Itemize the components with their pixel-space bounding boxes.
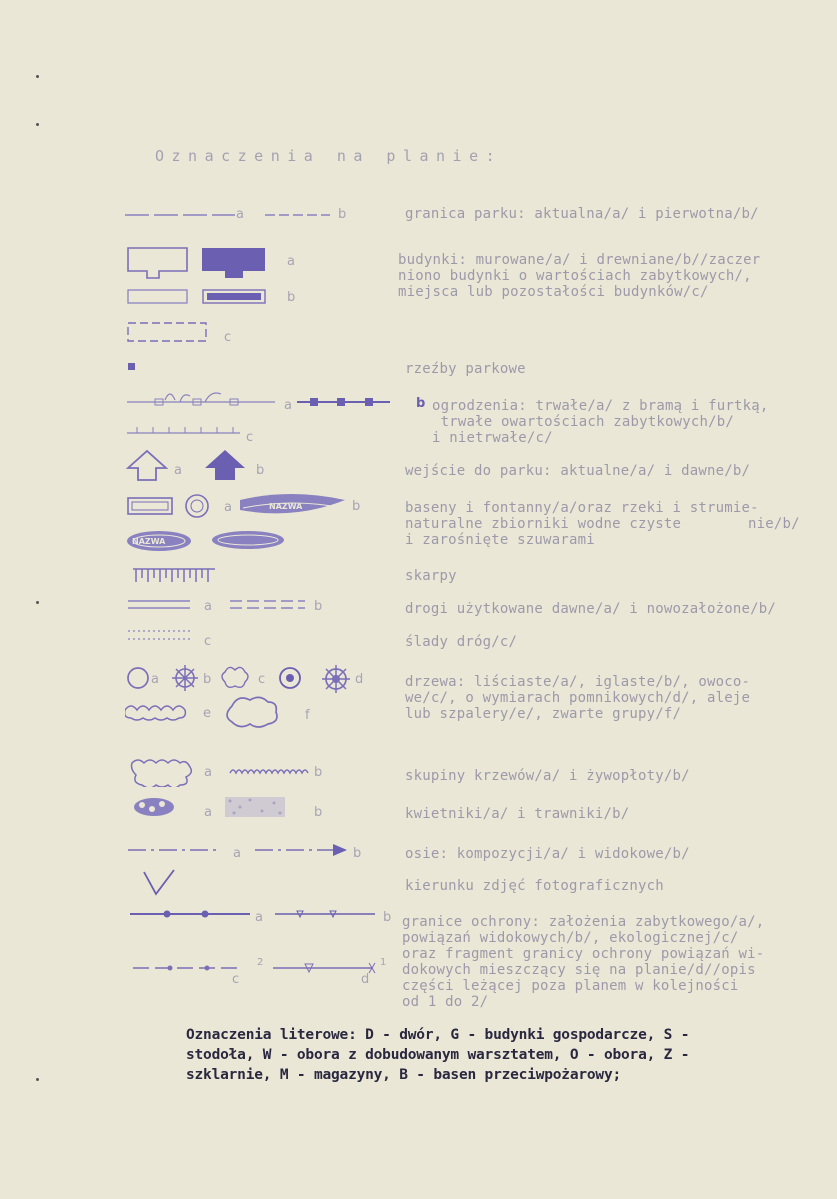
legend-text-park-boundary: granica parku: aktualna/a/ i pierwotna/b/: [405, 206, 759, 222]
label-a: a: [287, 254, 295, 269]
label-b: b: [314, 805, 323, 820]
letter-designations-note: Oznaczenia literowe: D - dwór, G - budynki gospodarcze, S - stodoła, W - obora z dobudowanym warsztatem, O - obora, Z - szklarnie, M - magazyny, B - basen przeciwpożarowy;: [186, 1027, 690, 1083]
entrance-symbol: [125, 448, 255, 484]
legend-text-protection: granice ochrony: założenia zabytkowego/a/, powiązań widokowych/b/, ekologicznej/c/ oraz fragment granicy ochrony powiązań wi- dokowych mieszczący się na planie/d//opis części leżącej poza planem w kolejności od 1 do 2/: [402, 914, 765, 1010]
legend-text-buildings: budynki: murowane/a/ i drewniane/b//zaczer niono budynki o wartościach zabytkowych/, miejsca lub pozostałości budynków/c/: [398, 252, 761, 300]
label-d: d: [361, 972, 370, 987]
legend-text-sculptures: rzeźby parkowe: [405, 361, 526, 377]
label-b: b: [353, 846, 362, 861]
name-tag: NAZWA: [132, 537, 166, 546]
label-b: b: [338, 207, 347, 222]
legend-text-fences: ogrodzenia: trwałe/a/ z bramą i furtką, trwałe owartościach zabytkowych/b/ i nietrwałe/c/: [432, 398, 769, 446]
label-b: b: [383, 910, 392, 925]
fence-symbol: [125, 388, 420, 444]
label-c: c: [258, 672, 266, 687]
sculpture-symbol: [125, 360, 139, 374]
legend-text-flowerbeds: kwietniki/a/ i trawniki/b/: [405, 806, 630, 822]
mark-2: 2: [257, 957, 264, 968]
label-c: c: [224, 330, 232, 345]
mark-1: 1: [380, 957, 387, 968]
photo-direction-symbol: [140, 868, 180, 898]
label-a: a: [151, 672, 159, 687]
roads-symbol: [125, 595, 325, 615]
label-b: b: [416, 396, 426, 411]
label-c: c: [246, 430, 254, 445]
label-f: f: [305, 708, 310, 723]
legend-text-roads: drogi użytkowane dawne/a/ i nowozałożone/b/: [405, 601, 777, 617]
label-b: b: [287, 290, 296, 305]
legend-text-road-traces: ślady dróg/c/: [405, 634, 518, 650]
flowerbeds-lawns-symbol: [130, 795, 300, 821]
legend-text-axes: osie: kompozycji/a/ i widokowe/b/: [405, 846, 690, 862]
label-a: a: [204, 805, 212, 820]
legend-text-pools-cont: nie/b/: [748, 516, 800, 532]
label-a: a: [204, 599, 212, 614]
label-b: b: [314, 599, 323, 614]
shrubs-symbol: [128, 757, 328, 787]
road-traces-symbol: [125, 625, 205, 645]
margin-dot: [36, 1078, 39, 1081]
label-a: a: [233, 846, 241, 861]
label-b: b: [203, 672, 212, 687]
label-b: b: [352, 499, 361, 514]
margin-dot: [36, 75, 39, 78]
legend-title: Oznaczenia na planie:: [155, 147, 503, 165]
monumental-tree-symbol: [320, 663, 354, 697]
label-a: a: [224, 500, 232, 515]
label-c: c: [232, 972, 240, 987]
margin-dot: [36, 123, 39, 126]
legend-text-pools: baseny i fontanny/a/oraz rzeki i strumie- naturalne zbiorniki wodne czyste i zarośnięte szuwarami: [405, 500, 759, 548]
legend-text-trees: drzewa: liściaste/a/, iglaste/b/, owoco- we/c/, o wymiarach pomnikowych/d/, aleje lub szpalery/e/, zwarte grupy/f/: [405, 674, 751, 722]
name-tag: NAZWA: [269, 502, 303, 511]
escarpment-symbol: [130, 564, 220, 586]
label-b: b: [314, 765, 323, 780]
label-e: e: [203, 706, 211, 721]
buildings-symbol: [125, 245, 275, 345]
label-a: a: [255, 910, 263, 925]
legend-text-entrances: wejście do parku: aktualne/a/ i dawne/b/: [405, 463, 751, 479]
label-b: b: [256, 463, 265, 478]
label-a: a: [284, 398, 292, 413]
label-a: a: [204, 765, 212, 780]
legend-text-photo-direction: kierunku zdjęć fotograficznych: [405, 878, 664, 894]
label-a: a: [174, 463, 182, 478]
legend-text-shrubs: skupiny krzewów/a/ i żywopłoty/b/: [405, 768, 690, 784]
label-c: c: [204, 634, 212, 649]
margin-dot: [36, 601, 39, 604]
label-a: a: [236, 207, 244, 222]
label-d: d: [355, 672, 364, 687]
legend-text-escarpments: skarpy: [405, 568, 457, 584]
park-boundary-symbol: [120, 205, 350, 225]
